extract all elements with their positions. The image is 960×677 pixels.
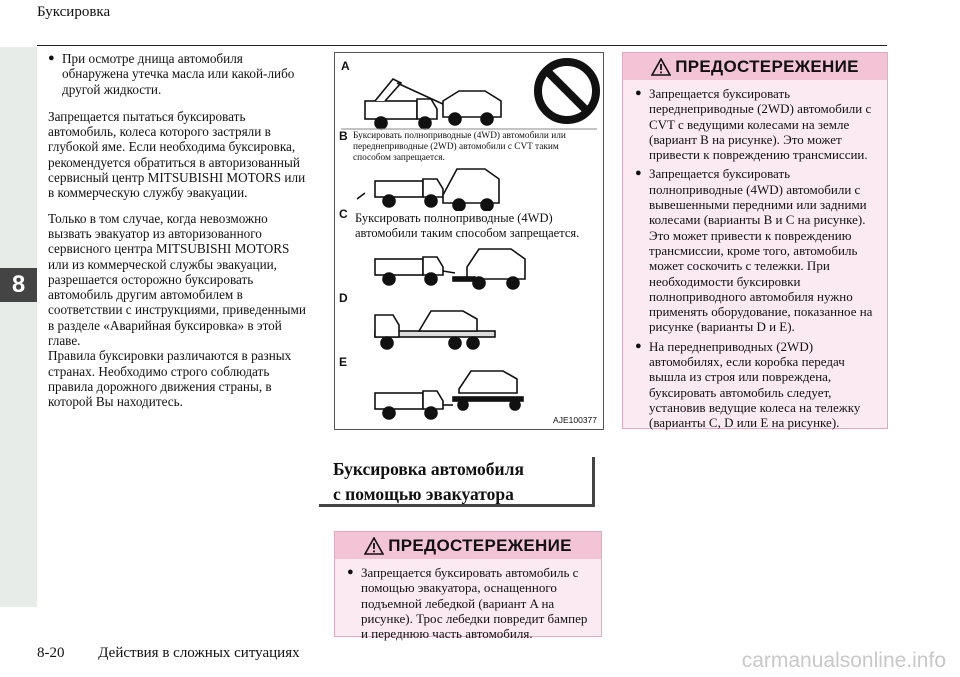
warning-triangle-icon — [364, 537, 384, 555]
footer-section: Действия в сложных ситуациях — [98, 645, 300, 661]
page-header-title: Буксировка — [37, 4, 111, 20]
tow-truck-icon — [357, 169, 499, 211]
section-heading-line: с помощью эвакуатора — [333, 484, 514, 504]
watermark: carmanualsonline.info — [741, 649, 946, 672]
list-item — [635, 86, 877, 162]
section-heading-line: Буксировка автомобиля — [333, 459, 524, 479]
warning-title: ПРЕДОСТЕРЕЖЕНИЕ — [675, 56, 859, 76]
warning-header — [335, 532, 601, 559]
figure-label-c: C — [339, 207, 348, 221]
bullet-dot-icon: ● — [48, 52, 55, 64]
list-item — [48, 51, 310, 97]
figure-label-a: A — [341, 59, 350, 73]
paragraph: Правила буксировки различаются в разных странах. Необходимо строго соблюдать правила дорожного движения страны, в которой Вы находитесь. — [48, 348, 292, 410]
list-item — [635, 166, 877, 334]
towing-figure — [334, 52, 604, 430]
tow-truck-icon — [375, 249, 525, 289]
figure-label-b: B — [339, 129, 348, 143]
bullet-dot-icon: ● — [347, 566, 354, 578]
bullet-text: На переднеприводных (2WD) автомобилях, если коробка передач вышла из строя или повреждена, буксировать автомобиль следует, установив ведущие колеса на тележку (варианты C, D или E на рисунке). — [649, 338, 861, 431]
warning-header — [623, 53, 887, 80]
page-footer — [37, 645, 300, 662]
bullet-dot-icon: ● — [635, 339, 642, 352]
tow-illustrations — [335, 53, 603, 429]
paragraph: Запрещается пытаться буксировать автомобиль, колеса которого застряли в глубокой яме. Если необходима буксировка, рекомендуется обратиться в авторизованный сервисный центр MITSUBISHI MOTORS или в коммерческую службу эвакуации. — [48, 108, 306, 201]
chapter-tab: 8 — [0, 268, 37, 302]
header-divider — [37, 45, 887, 46]
bullet-text: Запрещается буксировать полноприводные (4WD) автомобили с вывешенными передними или задними колесами (варианты B и C на рисунке). Это может привести к повреждению трансмиссии, кроме того, автомобиль может соскочить с тележки. При необходимости буксировки полноприводного автомобиля нужно применять оборудование, показанное на рисунке (варианты D и E). — [649, 166, 873, 335]
bullet-dot-icon: ● — [635, 167, 642, 180]
warning-box-towing — [334, 531, 602, 642]
tow-truck-icon — [365, 79, 501, 129]
left-column — [48, 51, 310, 420]
figure-id: AJE100377 — [553, 415, 597, 425]
warning-body — [623, 80, 887, 441]
figure-caption-c: Буксировать полноприводные (4WD) автомобили таким способом запрещается. — [355, 211, 595, 241]
side-strip — [0, 47, 37, 607]
list-item — [635, 339, 877, 431]
bullet-dot-icon: ● — [635, 87, 642, 99]
page-number: 8-20 — [37, 645, 65, 661]
warning-triangle-icon — [651, 58, 671, 76]
section-heading — [319, 457, 595, 507]
warning-title: ПРЕДОСТЕРЕЖЕНИЕ — [388, 535, 572, 555]
figure-label-e: E — [339, 355, 348, 369]
bullet-text: При осмотре днища автомобиля обнаружена утечка масла или какой-либо другой жидкости. — [62, 51, 295, 97]
warning-body — [335, 559, 601, 651]
bullet-text: Запрещается буксировать переднеприводные (2WD) автомобили с CVT с ведущими колесами на земле (вариант B на рисунке). Это может привести к повреждению трансмиссии. — [649, 86, 872, 163]
bullet-text: Запрещается буксировать автомобиль с помощью эвакуатора, оснащенного подъемной лебедкой (вариант A на рисунке). Трос лебедки повредит бампер и переднюю часть автомобиля. — [361, 565, 588, 642]
warning-box-transmission — [622, 52, 888, 429]
figure-caption-b: Буксировать полноприводные (4WD) автомобили или переднеприводные (2WD) автомобили с CVT таким способом запрещается. — [353, 131, 566, 164]
prohibited-icon — [538, 62, 596, 120]
tow-truck-icon — [375, 371, 523, 419]
paragraph: Только в том случае, когда невозможно вызвать эвакуатор из авторизованного сервисного центра MITSUBISHI MOTORS или из коммерческой службы эвакуации, разрешается осторожно буксировать автомобиль другим автомобилем в соответствии с инструкциями, приведенными в разделе «Аварийная буксировка» в этой главе. — [48, 210, 306, 349]
tow-truck-icon — [375, 311, 495, 349]
list-item — [347, 565, 591, 641]
figure-label-d: D — [339, 291, 348, 305]
